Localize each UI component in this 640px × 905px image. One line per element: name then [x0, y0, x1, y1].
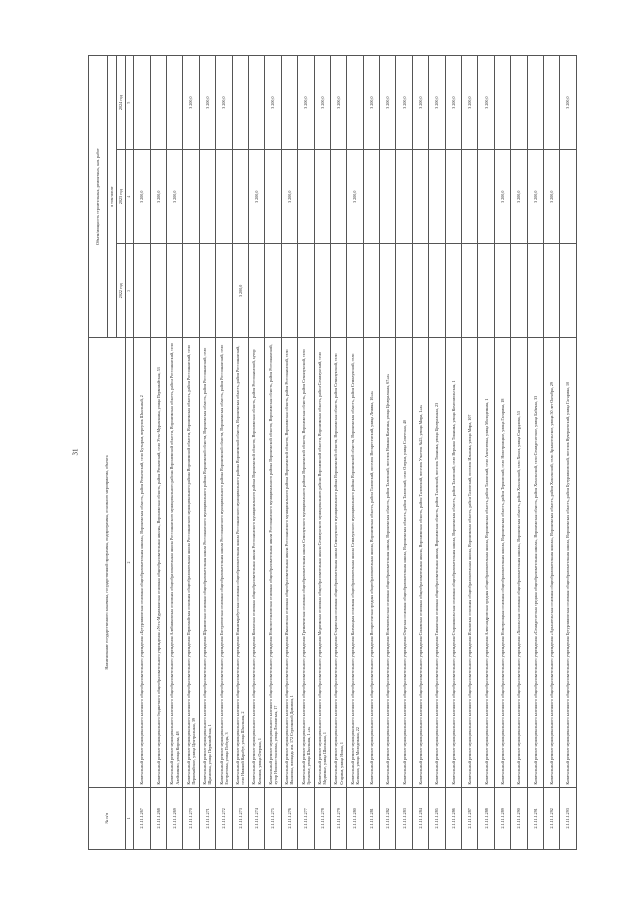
row-empty-cell: [445, 244, 461, 338]
col-index: 4: [126, 150, 134, 244]
table-row: [134, 56, 150, 850]
row-object-name: Капитальный ремонт муниципального бюджетного общеобразовательного учреждения «Усть-Муравлянская основная общеобразовательная школа», Воронежская область, район Репьевский, село Усть-Муравлянка, улица Первомайская, 53: [150, 338, 166, 787]
row-empty-cell: [543, 244, 559, 338]
row-number: 2.1.11.1.268: [150, 787, 166, 849]
row-empty-cell: [462, 150, 478, 244]
row-empty-cell: [150, 244, 166, 338]
row-empty-cell: [183, 244, 199, 338]
row-empty-cell: [166, 244, 182, 338]
row-empty-cell: [560, 150, 576, 244]
row-empty-cell: [183, 150, 199, 244]
header-name: Наименование государственного заказчика, государственной программы, подпрограммы, основного мероприятия, объекта: [89, 338, 126, 787]
row-object-name: Капитальный ремонт муниципального казенного общеобразовательного учреждения «Архангельская основная общеобразовательная школа», Воронежская область, район Хохольский, село Архангельское, улица 50 лет Октября, 29: [543, 338, 559, 787]
row-object-name: Капитальный ремонт муниципального казенного общеобразовательного учреждения Нижнекарабутская основная общеобразовательная школа Россошанского муниципального района Воронежской области, Воронежская область, район Россошанский, село Нижний Карабут, улица Школьная, 2: [232, 338, 248, 787]
row-empty-cell: [265, 150, 281, 244]
row-number: 2.1.11.1.279: [330, 787, 346, 849]
row-number: 2.1.11.1.287: [462, 787, 478, 849]
row-number: 2.1.11.1.269: [166, 787, 182, 849]
row-number: 2.1.11.1.285: [429, 787, 445, 849]
row-number: 2.1.11.1.291: [527, 787, 543, 849]
table-row: [314, 56, 330, 850]
document-sheet: [88, 55, 615, 850]
row-number: 2.1.11.1.275: [265, 787, 281, 849]
row-value: 3 200,0: [216, 56, 232, 150]
row-empty-cell: [363, 150, 379, 244]
header-volume: Объем/мощность строительных, ремонтных, кап. работ: [89, 56, 108, 338]
row-empty-cell: [478, 244, 494, 338]
row-object-name: Капитальный ремонт муниципального казенного общеобразовательного учреждения Новотроицкая основная общеобразовательная школа, Воронежская область, район Терновский, село Новотроицкое, улица Гагарина, 18: [494, 338, 510, 787]
row-object-name: Капитальный ремонт муниципального казенного общеобразовательного учреждения Алейниковская основная общеобразовательная школа Россошанского муниципального района Воронежской области, Воронежская область, район Россошанский, село Алейниково, улица Кирова, 48: [166, 338, 182, 787]
row-empty-cell: [330, 244, 346, 338]
table-row: [248, 56, 264, 850]
row-empty-cell: [134, 56, 150, 150]
row-empty-cell: [363, 244, 379, 338]
row-value: 3 200,0: [166, 150, 182, 244]
row-empty-cell: [232, 56, 248, 150]
header-incl: в том числе: [108, 56, 117, 338]
row-empty-cell: [281, 244, 297, 338]
row-value: 3 200,0: [150, 150, 166, 244]
row-empty-cell: [216, 244, 232, 338]
row-empty-cell: [412, 150, 428, 244]
row-empty-cell: [248, 56, 264, 150]
row-empty-cell: [478, 150, 494, 244]
row-object-name: Капитальный ремонт муниципального казенного общеобразовательного учреждения Новочигольская основная общеобразовательная школа, Воронежская область, район Таловский, поселок Нижняя Каменка, улица Центральная, 67«а»: [380, 338, 396, 787]
table-row: [429, 56, 445, 850]
row-value: 3 200,0: [412, 56, 428, 150]
row-number: 2.1.11.1.289: [494, 787, 510, 849]
row-empty-cell: [347, 244, 363, 338]
row-object-name: Капитальный ремонт муниципального казенного общеобразовательного учреждения Гремяченская основная общеобразовательная школа Семилукского муниципального района Воронежской области, Воронежская область, район Семилукский, село Гремячье, улица Школьная, 1 «а»: [298, 338, 314, 787]
row-object-name: Капитальный ремонт муниципального казенного общеобразовательного учреждения Евстратовская основная общеобразовательная школа Россошанского муниципального района Воронежской области, Воронежская область, район Россошанский, село Евстратовка, улица Победы, 3: [216, 338, 232, 787]
row-number: 2.1.11.1.280: [347, 787, 363, 849]
row-empty-cell: [199, 150, 215, 244]
row-value: 3 200,0: [314, 56, 330, 150]
row-number: 2.1.11.1.273: [232, 787, 248, 849]
table-row: [363, 56, 379, 850]
row-object-name: Капитальный ремонт муниципального казенного общеобразовательного учреждения Ивановская основная общеобразовательная школа Россошанского муниципального района Воронежской области, Воронежская область, район Россошанский, село Ивановка, площадь им. 172 Стрелковой Дивизии, 1: [281, 338, 297, 787]
table-row: [183, 56, 199, 850]
row-object-name: Капитальный ремонт муниципального казенного общеобразовательного учреждения «Хохольская основная общеобразовательная школа», Воронежская область, район Хохольский, село Хохол, улица Свердлова, 53: [511, 338, 527, 787]
row-empty-cell: [232, 150, 248, 244]
table-row: [380, 56, 396, 850]
table-body: [134, 56, 577, 850]
col-index: 2: [126, 338, 134, 787]
row-empty-cell: [429, 150, 445, 244]
table-row: [412, 56, 428, 850]
row-object-name: Капитальный ремонт муниципального казенного общеобразовательного учреждения Ильинская основная общеобразовательная школа, Воронежская область, район Таловский, поселок Ильинка, улица Мира, 107: [462, 338, 478, 787]
page-number: 31: [71, 448, 80, 456]
row-value: 3 200,0: [462, 56, 478, 150]
row-number: 2.1.11.1.284: [412, 787, 428, 849]
row-empty-cell: [216, 150, 232, 244]
table-row: [543, 56, 559, 850]
row-value: 3 200,0: [281, 150, 297, 244]
row-empty-cell: [511, 56, 527, 150]
header-year-2022: 2022 год: [117, 244, 126, 338]
row-empty-cell: [380, 244, 396, 338]
row-object-name: Капитальный ремонт муниципального казенного общеобразовательного учреждения Старикская основная общеобразовательная школа Семилукского муниципального района Воронежской области, Воронежская область, район Семилукский, село Старики, улица Новая, 1: [330, 338, 346, 787]
row-value: 3 200,0: [347, 150, 363, 244]
row-number: 2.1.11.1.282: [380, 787, 396, 849]
row-object-name: Капитальный ремонт муниципального казенного общеобразовательного учреждения «Бутурлиновская основная общеобразовательная школа», Воронежская область, район Репьевский, село Бутырки, переулок Школьный, 2: [134, 338, 150, 787]
row-empty-cell: [314, 150, 330, 244]
row-object-name: Капитальный ремонт муниципального казенного общеобразовательного учреждения Тишанская основная общеобразовательная школа, Воронежская область, район Таловский, поселок Тишанка, улица Центральная, 23: [429, 338, 445, 787]
row-number: 2.1.11.1.276: [281, 787, 297, 849]
row-empty-cell: [511, 244, 527, 338]
table-row: [232, 56, 248, 850]
row-number: 2.1.11.1.267: [134, 787, 150, 849]
row-empty-cell: [380, 150, 396, 244]
row-number: 2.1.11.1.271: [199, 787, 215, 849]
table-row: [150, 56, 166, 850]
table-row: [216, 56, 232, 850]
table-row: [298, 56, 314, 850]
row-object-name: Капитальный ремонт муниципального казенного общеобразовательного учреждения Копанская основная общеобразовательная школа Россошанского муниципального района Воронежской области, Воронежская область, район Россошанский, хутор Копанки, улица Озерная, 1: [248, 338, 264, 787]
row-empty-cell: [527, 56, 543, 150]
row-empty-cell: [314, 244, 330, 338]
row-value: 3 200,0: [248, 150, 264, 244]
row-empty-cell: [527, 244, 543, 338]
row-value: 3 200,0: [527, 150, 543, 244]
row-object-name: Капитальный ремонт муниципального казенного общеобразовательного учреждения Первомайская основная общеобразовательная школа Россошанского муниципального района Воронежской области, Воронежская область, район Россошанский, село Первомайское, улица Центральная, 39: [183, 338, 199, 787]
row-empty-cell: [347, 56, 363, 150]
row-value: 3 200,0: [298, 56, 314, 150]
header-year-2024: 2024 год: [117, 56, 126, 150]
row-object-name: Капитальный ремонт муниципального казенного общеобразовательного учреждения Калмыцкая основная общеобразовательная школа Семилукского муниципального района Воронежской области, Воронежская область, район Семилукский, село Калмыки, улица Молодежная, 22: [347, 338, 363, 787]
works-table: [88, 55, 577, 850]
row-empty-cell: [429, 244, 445, 338]
row-value: 3 200,0: [183, 56, 199, 150]
row-empty-cell: [150, 56, 166, 150]
header-year-2023: 2023 год: [117, 150, 126, 244]
row-value: 3 200,0: [134, 150, 150, 244]
row-value: 3 200,0: [380, 56, 396, 150]
row-value: 3 200,0: [543, 150, 559, 244]
row-number: 2.1.11.1.286: [445, 787, 461, 849]
row-empty-cell: [494, 244, 510, 338]
table-row: [494, 56, 510, 850]
row-empty-cell: [396, 150, 412, 244]
row-empty-cell: [281, 56, 297, 150]
row-number: 2.1.11.1.270: [183, 787, 199, 849]
row-empty-cell: [560, 244, 576, 338]
row-value: 3 200,0: [429, 56, 445, 150]
table-row: [166, 56, 182, 850]
row-empty-cell: [265, 244, 281, 338]
row-value: 3 200,0: [199, 56, 215, 150]
row-number: 2.1.11.1.272: [216, 787, 232, 849]
row-empty-cell: [412, 244, 428, 338]
row-number: 2.1.11.1.292: [543, 787, 559, 849]
row-object-name: Капитальный ремонт муниципального казенного общеобразовательного учреждения Медвежская основная общеобразовательная школа Семилукского муниципального района Воронежской области, Воронежская область, район Семилукский, село Медвежье, улица Школьная, 1: [314, 338, 330, 787]
row-value: 3 200,0: [232, 244, 248, 338]
row-object-name: Капитальный ремонт муниципального казенного общеобразовательного учреждения Шрамовская основная общеобразовательная школа Россошанского муниципального района Воронежской области, Воронежская область, район Россошанский, село Шрамовка, улица Первомайская, 1: [199, 338, 215, 787]
row-empty-cell: [199, 244, 215, 338]
row-number: 2.1.11.1.274: [248, 787, 264, 849]
row-object-name: Капитальный ремонт муниципального казенного общеобразовательного учреждения Бутурлиновская основная общеобразовательная школа, Воронежская область, район Бутурлиновский, поселок Кучеряевский, улица Гагарина, 10: [560, 338, 576, 787]
row-number: 2.1.11.1.277: [298, 787, 314, 849]
row-number: 2.1.11.1.278: [314, 787, 330, 849]
row-number: 2.1.11.1.283: [396, 787, 412, 849]
row-number: 2.1.11.1.281: [363, 787, 379, 849]
table-row: [265, 56, 281, 850]
row-empty-cell: [494, 56, 510, 150]
col-index: 5: [126, 56, 134, 150]
col-index: 1: [126, 787, 134, 849]
row-empty-cell: [396, 244, 412, 338]
row-empty-cell: [330, 150, 346, 244]
row-object-name: Капитальный ремонт муниципального казенного общеобразовательного учреждения Воскресенская средняя общеобразовательная школа, Воронежская область, район Таловский, поселок Воскресенский, улица Ленина, 10«а»: [363, 338, 379, 787]
row-empty-cell: [134, 244, 150, 338]
row-value: 3 200,0: [560, 56, 576, 150]
header-no: № п/п: [89, 787, 126, 849]
row-value: 3 200,0: [494, 150, 510, 244]
table-row: [199, 56, 215, 850]
row-object-name: Капитальный ремонт муниципального казенного общеобразовательного учреждения Озерская основная общеобразовательная школа, Воронежская область, район Таловский, село Озерки, улица Советская, 40: [396, 338, 412, 787]
table-row: [560, 56, 576, 850]
row-empty-cell: [248, 244, 264, 338]
row-number: 2.1.11.1.288: [478, 787, 494, 849]
table-row: [396, 56, 412, 850]
table-row: [462, 56, 478, 850]
row-object-name: Капитальный ремонт муниципального казенного общеобразовательного учреждения Староникольская основная общеобразовательная школа, Воронежская область, район Таловский, село Верхняя Тишанка, улица Комсомольская, 1: [445, 338, 461, 787]
row-value: 3 200,0: [363, 56, 379, 150]
row-object-name: Капитальный ремонт муниципального казенного общеобразовательного учреждения Новопостояловская основная общеобразовательная школа Россошанского муниципального района Воронежской области, Воронежская область, район Россошанский, хутор Новопостояловка, улица Ленинская, 17: [265, 338, 281, 787]
row-empty-cell: [298, 244, 314, 338]
row-value: 3 200,0: [511, 150, 527, 244]
row-object-name: Капитальный ремонт муниципального казенного общеобразовательного учреждения Синявская основная общеобразовательная школа, Воронежская область, район Таловский, поселок Участок №25, улица Мира, 1«а»: [412, 338, 428, 787]
table-row: [347, 56, 363, 850]
row-value: 3 200,0: [330, 56, 346, 150]
table-row: [445, 56, 461, 850]
table-row: [281, 56, 297, 850]
row-value: 3 200,0: [478, 56, 494, 150]
col-index: 3: [126, 244, 134, 338]
row-empty-cell: [462, 244, 478, 338]
row-empty-cell: [445, 150, 461, 244]
table-row: [527, 56, 543, 850]
table-row: [511, 56, 527, 850]
row-number: 2.1.11.1.293: [560, 787, 576, 849]
row-object-name: Капитальный ремонт муниципального казенного общеобразовательного учреждения Александровская средняя общеобразовательная школа, Воронежская область, район Таловский, село Алексеевка, улица Молодежная, 1: [478, 338, 494, 787]
table-row: [330, 56, 346, 850]
row-number: 2.1.11.1.290: [511, 787, 527, 849]
row-value: 3 200,0: [396, 56, 412, 150]
table-row: [478, 56, 494, 850]
row-value: 3 200,0: [445, 56, 461, 150]
row-object-name: Капитальный ремонт муниципального казенного общеобразовательного учреждения «Семидесятская средняя общеобразовательная школа», Воронежская область, район Хохольский, село Семидесятское, улица Бабячая, 33: [527, 338, 543, 787]
row-value: 3 200,0: [265, 56, 281, 150]
row-empty-cell: [298, 150, 314, 244]
row-empty-cell: [166, 56, 182, 150]
row-empty-cell: [543, 56, 559, 150]
